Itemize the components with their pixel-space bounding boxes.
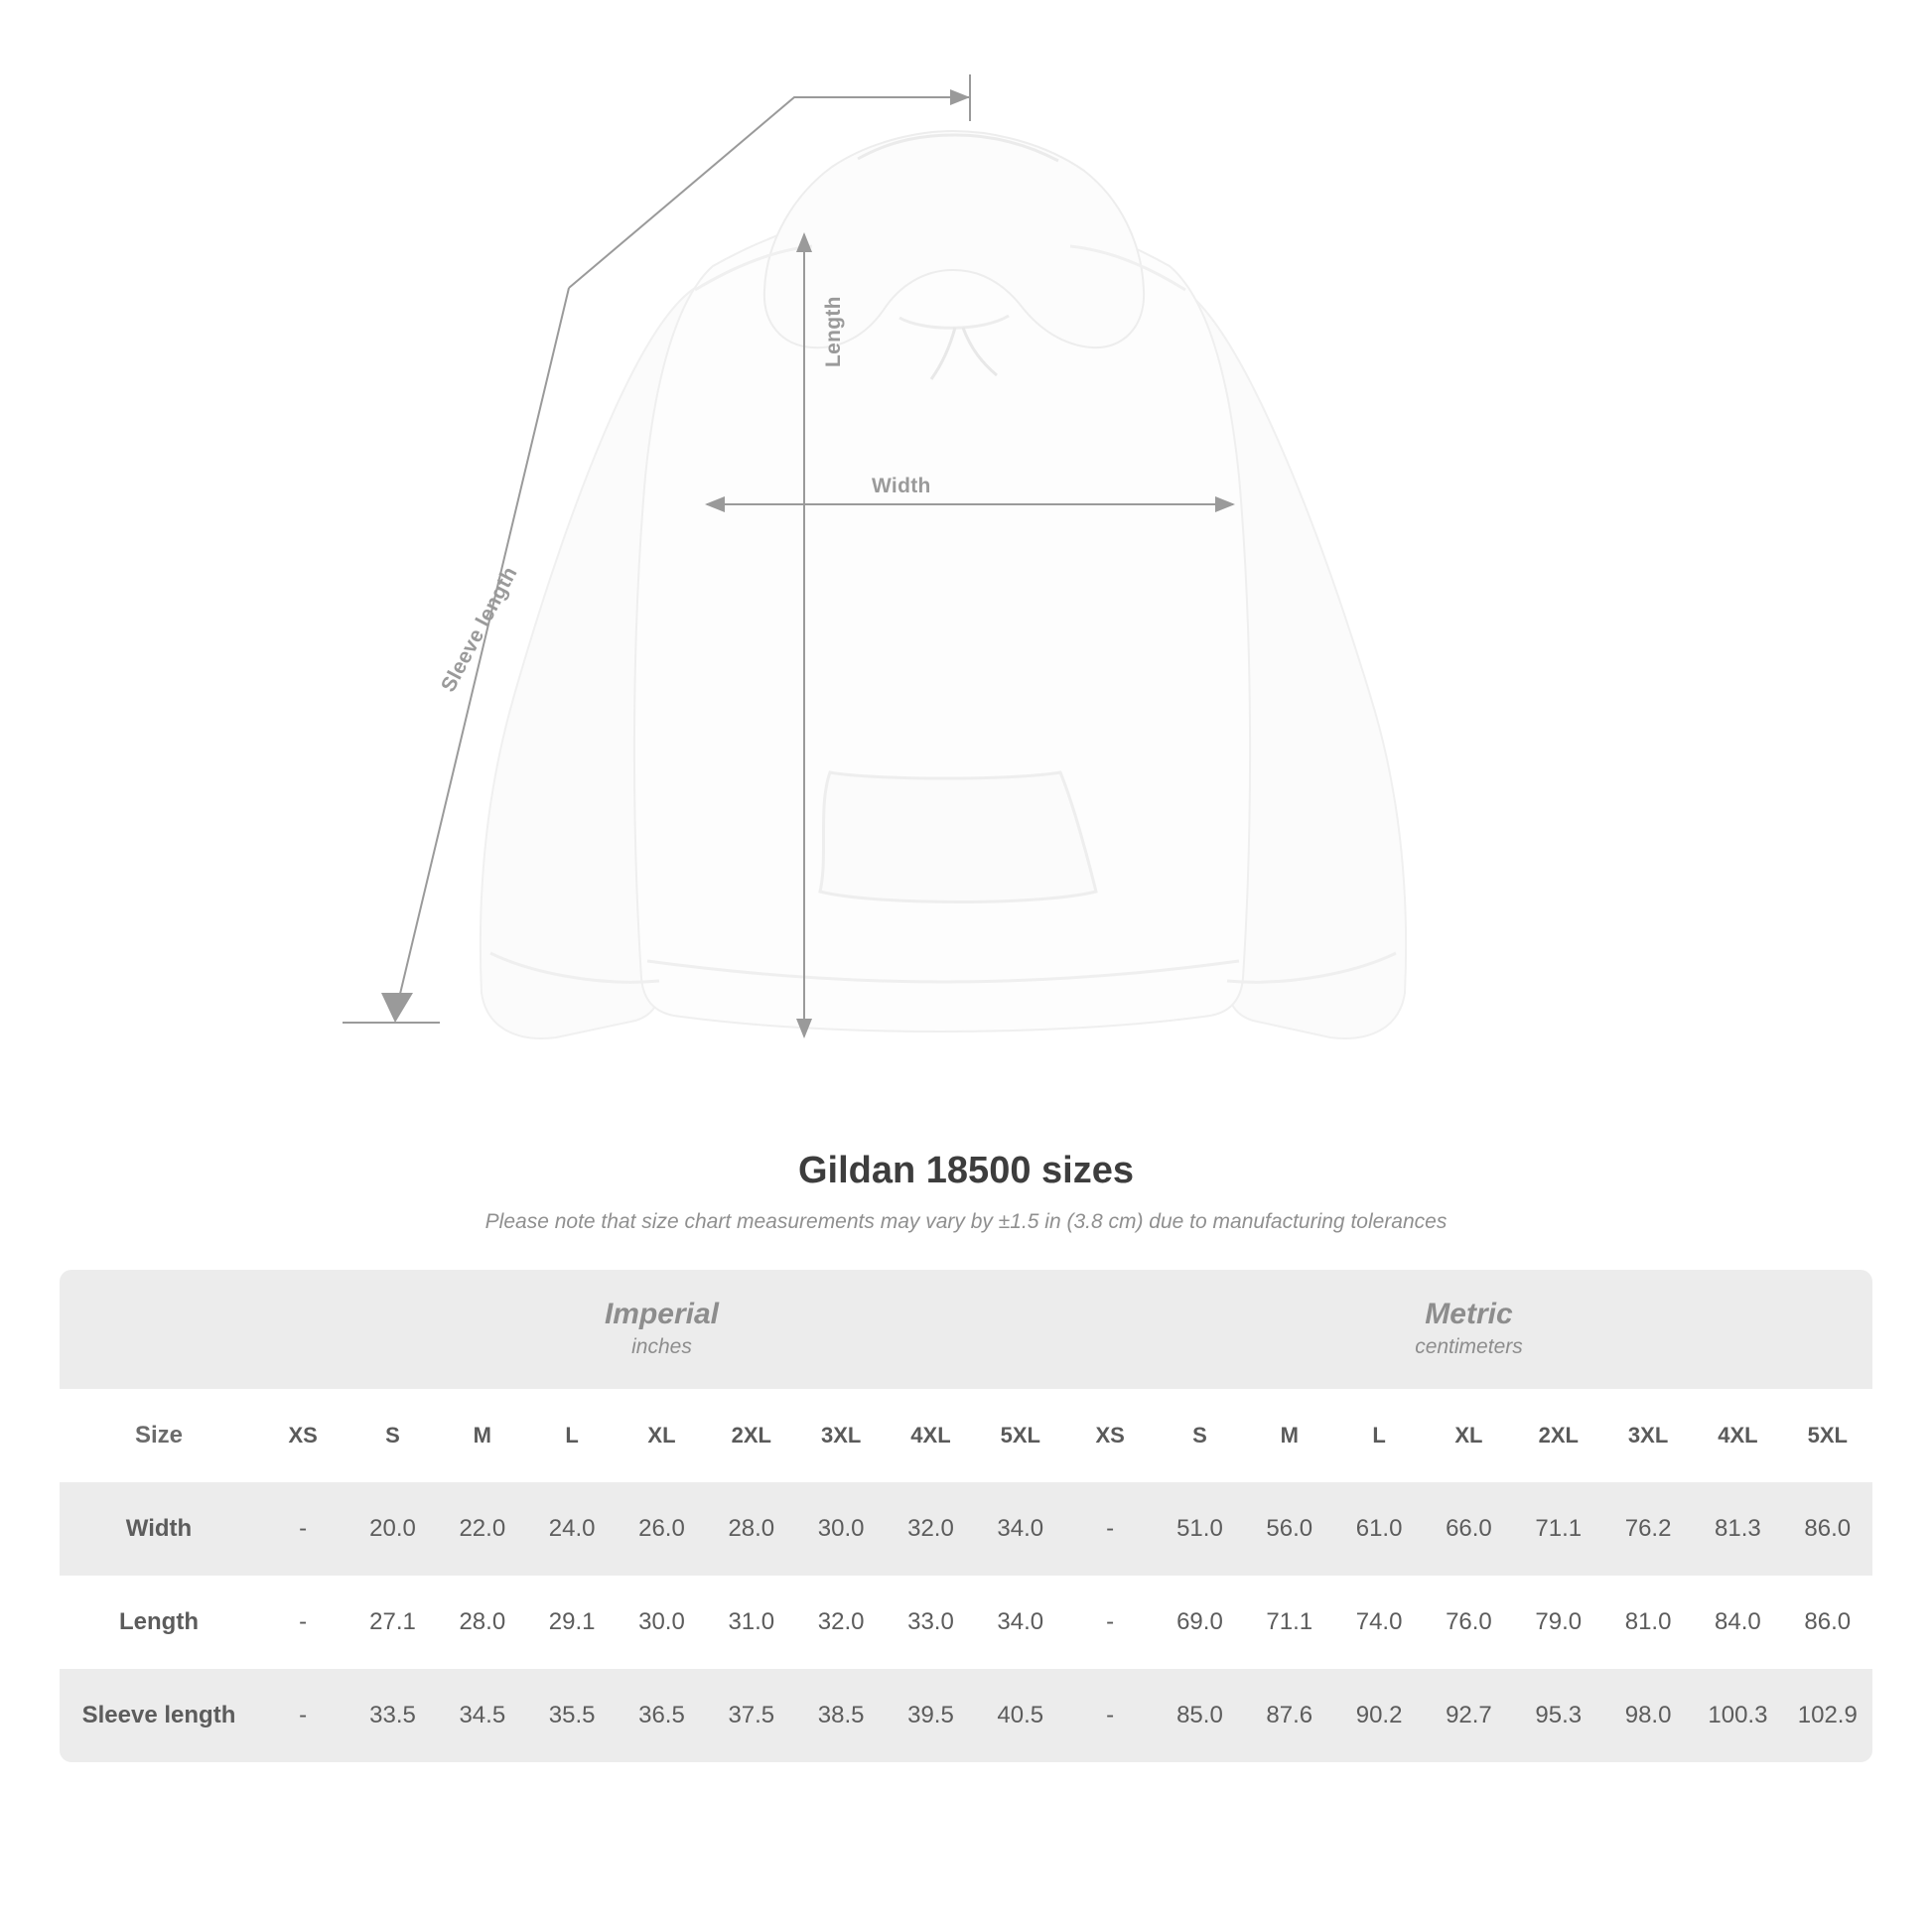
size-header-cell: S <box>347 1389 437 1482</box>
cell: 100.3 <box>1693 1669 1782 1762</box>
cell: 33.0 <box>886 1576 975 1669</box>
cell: 31.0 <box>707 1576 796 1669</box>
size-header-row <box>60 1389 1872 1482</box>
cell: 66.0 <box>1424 1482 1513 1576</box>
cell: 76.2 <box>1603 1482 1693 1576</box>
size-table-wrapper <box>60 1270 1872 1762</box>
size-header-cell: S <box>1155 1389 1244 1482</box>
table-row <box>60 1482 1872 1576</box>
size-header-cell: M <box>438 1389 527 1482</box>
cell: 71.1 <box>1245 1576 1334 1669</box>
size-header-cell: XS <box>258 1389 347 1482</box>
cell: 34.0 <box>976 1576 1065 1669</box>
size-header-cell: 2XL <box>707 1389 796 1482</box>
cell: 30.0 <box>617 1576 706 1669</box>
page-title: Gildan 18500 sizes <box>798 1150 1134 1191</box>
unit-sub-imperial: inches <box>631 1334 692 1358</box>
unit-header-spacer <box>60 1270 258 1389</box>
cell: 24.0 <box>527 1482 617 1576</box>
size-header-cell: M <box>1245 1389 1334 1482</box>
cell: 22.0 <box>438 1482 527 1576</box>
cell: 86.0 <box>1783 1576 1872 1669</box>
cell: - <box>258 1482 347 1576</box>
cell: 28.0 <box>707 1482 796 1576</box>
cell: - <box>1065 1482 1155 1576</box>
cell: 34.0 <box>976 1482 1065 1576</box>
cell: 56.0 <box>1245 1482 1334 1576</box>
cell: 32.0 <box>796 1576 886 1669</box>
cell: 81.3 <box>1693 1482 1782 1576</box>
sleeve-length-label: Sleeve length <box>437 563 522 696</box>
size-header-cell: 5XL <box>976 1389 1065 1482</box>
size-header-cell: 4XL <box>1693 1389 1782 1482</box>
cell: 51.0 <box>1155 1482 1244 1576</box>
size-header-cell: XS <box>1065 1389 1155 1482</box>
row-label-width: Width <box>60 1482 258 1576</box>
size-header-cell: 4XL <box>886 1389 975 1482</box>
size-header-cell: 2XL <box>1514 1389 1603 1482</box>
tolerance-note: Please note that size chart measurements may vary by ±1.5 in (3.8 cm) due to manufacturing tolerances <box>484 1210 1448 1233</box>
cell: 71.1 <box>1514 1482 1603 1576</box>
unit-header-row <box>60 1270 1872 1389</box>
unit-name-metric: Metric <box>1425 1298 1513 1331</box>
cell: 34.5 <box>438 1669 527 1762</box>
cell: 98.0 <box>1603 1669 1693 1762</box>
size-header-cell: L <box>527 1389 617 1482</box>
hoodie-shape <box>481 131 1406 1038</box>
size-table <box>60 1270 1872 1762</box>
table-row <box>60 1669 1872 1762</box>
size-header-cell: L <box>1334 1389 1424 1482</box>
unit-sub-metric: centimeters <box>1415 1334 1523 1358</box>
cell: 69.0 <box>1155 1576 1244 1669</box>
cell: 74.0 <box>1334 1576 1424 1669</box>
cell: 29.1 <box>527 1576 617 1669</box>
cell: 36.5 <box>617 1669 706 1762</box>
width-label: Width <box>872 475 931 497</box>
cell: - <box>1065 1669 1155 1762</box>
size-header-cell: 5XL <box>1783 1389 1872 1482</box>
cell: 87.6 <box>1245 1669 1334 1762</box>
cell: 35.5 <box>527 1669 617 1762</box>
title-block <box>0 1150 1932 1234</box>
size-header-cell: 3XL <box>1603 1389 1693 1482</box>
size-header-cell: XL <box>1424 1389 1513 1482</box>
cell: - <box>258 1576 347 1669</box>
size-header-cell: 3XL <box>796 1389 886 1482</box>
cell: 26.0 <box>617 1482 706 1576</box>
cell: 28.0 <box>438 1576 527 1669</box>
cell: 20.0 <box>347 1482 437 1576</box>
unit-header-metric <box>1065 1270 1872 1389</box>
cell: 81.0 <box>1603 1576 1693 1669</box>
cell: 102.9 <box>1783 1669 1872 1762</box>
cell: 39.5 <box>886 1669 975 1762</box>
table-row <box>60 1576 1872 1669</box>
row-label-length: Length <box>60 1576 258 1669</box>
cell: 27.1 <box>347 1576 437 1669</box>
cell: 61.0 <box>1334 1482 1424 1576</box>
length-label: Length <box>822 296 845 367</box>
cell: - <box>258 1669 347 1762</box>
cell: 86.0 <box>1783 1482 1872 1576</box>
cell: 76.0 <box>1424 1576 1513 1669</box>
cell: 32.0 <box>886 1482 975 1576</box>
cell: 92.7 <box>1424 1669 1513 1762</box>
cell: 79.0 <box>1514 1576 1603 1669</box>
cell: 30.0 <box>796 1482 886 1576</box>
cell: 84.0 <box>1693 1576 1782 1669</box>
unit-header-imperial <box>258 1270 1065 1389</box>
cell: 40.5 <box>976 1669 1065 1762</box>
cell: 85.0 <box>1155 1669 1244 1762</box>
size-header-cell: XL <box>617 1389 706 1482</box>
unit-name-imperial: Imperial <box>604 1298 719 1331</box>
cell: 33.5 <box>347 1669 437 1762</box>
cell: - <box>1065 1576 1155 1669</box>
cell: 95.3 <box>1514 1669 1603 1762</box>
row-label-sleeve-length: Sleeve length <box>60 1669 258 1762</box>
size-header-label: Size <box>60 1389 258 1482</box>
cell: 90.2 <box>1334 1669 1424 1762</box>
cell: 38.5 <box>796 1669 886 1762</box>
cell: 37.5 <box>707 1669 796 1762</box>
